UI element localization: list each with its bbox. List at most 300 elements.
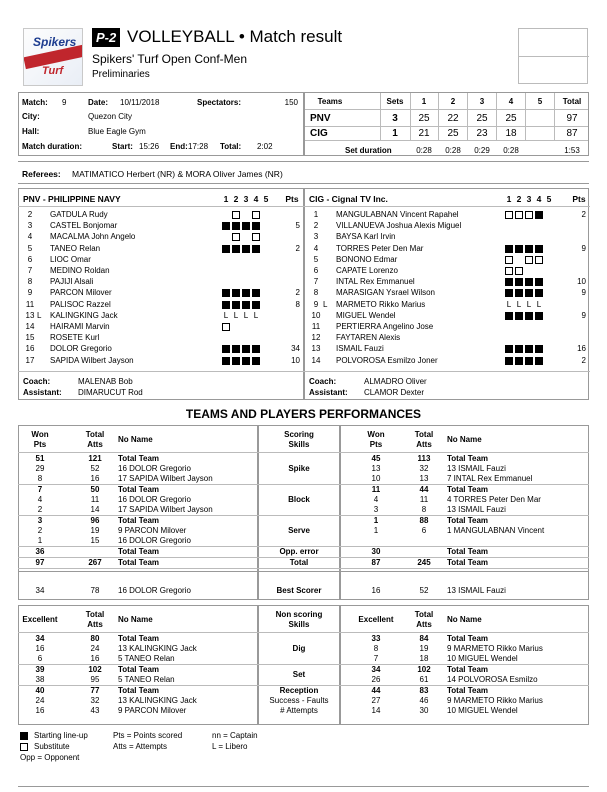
stat-atts: 61 <box>419 675 429 684</box>
player-number: 6 <box>27 254 33 264</box>
stat-won: 6 <box>37 654 43 663</box>
team-title: CIG - Cignal TV Inc. <box>309 194 388 204</box>
phase-name: Preliminaries <box>92 69 150 80</box>
score-header: Sets <box>386 97 404 106</box>
starting-lineup-square <box>505 289 513 297</box>
noname-header: No Name <box>447 435 482 444</box>
atts-header: Atts <box>416 620 432 629</box>
set-duration: 0:28 <box>416 146 432 155</box>
stat-won: 8 <box>373 644 379 653</box>
performance-title: TEAMS AND PLAYERS PERFORMANCES <box>185 407 422 421</box>
player-points: 8 <box>295 299 300 309</box>
starting-lineup-square <box>252 345 260 353</box>
stat-atts: 19 <box>419 644 429 653</box>
divider <box>305 140 588 141</box>
best-atts: 52 <box>419 586 429 595</box>
skills-header: Skills <box>288 620 310 629</box>
set-score: 25 <box>418 113 430 124</box>
stat-won: 27 <box>371 696 381 705</box>
player-name: ISMAIL Fauzi <box>336 344 384 354</box>
stat-name: 13 ISMAIL Fauzi <box>447 464 506 473</box>
starting-lineup-square <box>515 278 523 286</box>
legend-atts: Atts = Attempts <box>113 742 168 751</box>
best-atts: 78 <box>90 586 100 595</box>
skill-name: Opp. error <box>279 547 319 556</box>
total-header: Total <box>85 430 105 439</box>
logo-text-turf: Turf <box>42 65 64 77</box>
set-duration: 0:28 <box>503 146 519 155</box>
competition-name: Spikers' Turf Open Conf-Men <box>92 52 248 66</box>
player-number: 8 <box>313 288 319 298</box>
player-points: 9 <box>581 243 586 253</box>
substitute-square <box>525 211 533 219</box>
player-number: 6 <box>313 266 319 275</box>
stat-name: 9 PARCON Milover <box>118 706 187 715</box>
divider <box>496 93 497 141</box>
set-column-header: 4 <box>253 194 259 204</box>
stat-won: 38 <box>35 675 45 684</box>
substitute-square <box>222 323 230 331</box>
player-number: 7 <box>313 277 319 287</box>
stat-won: 14 <box>371 706 381 715</box>
player-number: 3 <box>313 232 319 242</box>
score-header: 4 <box>508 97 514 106</box>
excellent-header: Excellent <box>22 615 58 624</box>
skill-name: Set <box>292 670 306 679</box>
divider <box>438 93 439 141</box>
set-score: 23 <box>476 128 488 139</box>
starting-lineup-square <box>505 245 513 253</box>
skill-name: Spike <box>288 464 310 473</box>
stat-atts: 13 <box>419 474 429 483</box>
match-number: 9 <box>62 98 67 107</box>
stat-atts: 245 <box>417 558 431 567</box>
starting-lineup-square <box>242 345 250 353</box>
starting-lineup-square <box>505 357 513 365</box>
starting-lineup-square <box>20 732 28 740</box>
starting-lineup-square <box>232 289 240 297</box>
stat-name: 13 ISMAIL Fauzi <box>447 505 506 514</box>
player-name: CASTEL Bonjomar <box>50 221 118 231</box>
stat-name: Total Team <box>118 516 160 525</box>
spikers-turf-logo <box>23 28 83 86</box>
hall-label: Hall: <box>22 127 40 136</box>
substitute-square <box>535 256 543 264</box>
set-column-header: 5 <box>263 194 269 204</box>
stat-name: 4 TORRES Peter Den Mar <box>447 495 541 504</box>
player-number: 4 <box>27 232 33 242</box>
noname-header: No Name <box>118 615 153 624</box>
divider <box>305 109 588 110</box>
player-points: 10 <box>291 355 300 365</box>
stat-won: 97 <box>35 558 45 567</box>
stat-name: 17 SAPIDA Wilbert Jayson <box>118 505 213 514</box>
player-points: 2 <box>581 355 586 365</box>
won-header: Won <box>367 430 385 439</box>
player-name: PARCON Milover <box>50 288 112 298</box>
divider <box>467 93 468 141</box>
best-won: 16 <box>371 586 381 595</box>
stat-name: Total Team <box>118 665 160 674</box>
stat-won: 8 <box>37 474 43 483</box>
stat-atts: 16 <box>90 654 100 663</box>
skill-name: Dig <box>292 644 306 653</box>
city-value: Quezon City <box>88 112 133 121</box>
skills-header: Non scoring <box>275 610 323 619</box>
set-score: 22 <box>447 113 459 124</box>
starting-lineup-square <box>222 245 230 253</box>
stat-won: 10 <box>371 474 381 483</box>
logo-text-spikers: Spikers <box>33 35 77 49</box>
divider <box>18 371 304 372</box>
starting-lineup-square <box>222 357 230 365</box>
player-name: TANEO Relan <box>50 243 101 253</box>
start-label: Start: <box>112 142 133 151</box>
starting-lineup-square <box>535 245 543 253</box>
stat-won: 3 <box>37 516 43 525</box>
player-points: 2 <box>295 243 300 253</box>
divider <box>525 93 526 141</box>
starting-lineup-square <box>515 289 523 297</box>
stat-won: 26 <box>371 675 381 684</box>
stat-atts: 11 <box>90 495 100 504</box>
starting-lineup-square <box>232 357 240 365</box>
starting-lineup-square <box>505 312 513 320</box>
player-number: 1 <box>313 210 319 219</box>
starting-lineup-square <box>222 222 230 230</box>
libero-set-mark: L <box>223 310 229 320</box>
player-name: MIGUEL Wendel <box>336 310 396 320</box>
noname-header: No Name <box>118 435 153 444</box>
stat-won: 1 <box>373 526 379 535</box>
stat-atts: 24 <box>90 644 100 653</box>
set-column-header: 5 <box>546 194 552 204</box>
assistant-name: CLAMOR Dexter <box>364 388 425 397</box>
report-code: P-2 <box>92 28 120 47</box>
player-number: 2 <box>313 221 319 231</box>
legend-substitute: Substitute <box>34 742 70 751</box>
substitute-square <box>505 211 513 219</box>
score-header: Teams <box>317 97 343 106</box>
player-name: PALISOC Razzel <box>50 299 111 309</box>
skill-name: Block <box>288 495 310 504</box>
substitute-square <box>20 743 28 751</box>
player-name: FAYTAREN Alexis <box>336 333 401 343</box>
coach-label: Coach: <box>309 377 337 386</box>
player-number: 7 <box>27 266 33 275</box>
stat-atts: 15 <box>90 536 100 545</box>
libero-set-mark: L <box>243 310 249 320</box>
set-score: 18 <box>505 128 517 139</box>
legend-pts: Pts = Points scored <box>113 731 183 740</box>
assistant-label: Assistant: <box>23 388 62 397</box>
score-header: Total <box>562 97 582 106</box>
starting-lineup-square <box>535 278 543 286</box>
stat-atts: 88 <box>419 516 429 525</box>
starting-lineup-square <box>525 357 533 365</box>
pts-header: Pts <box>33 440 47 449</box>
spectators-label: Spectators: <box>197 98 242 107</box>
score-total: 97 <box>566 113 578 124</box>
player-number: 9 <box>27 288 33 298</box>
score-total: 87 <box>566 128 578 139</box>
stat-name: Total Team <box>447 558 489 567</box>
legend-opp: Opp = Opponent <box>20 753 80 762</box>
best-won: 34 <box>35 586 45 595</box>
team-title: PNV - PHILIPPINE NAVY <box>23 194 121 204</box>
stat-atts: 6 <box>421 526 427 535</box>
substitute-square <box>232 233 240 241</box>
starting-lineup-square <box>252 357 260 365</box>
player-name: LIOC Omar <box>50 254 91 264</box>
starting-lineup-square <box>232 345 240 353</box>
stat-atts: 43 <box>90 706 100 715</box>
set-duration-total: 1:53 <box>564 146 580 155</box>
stat-name: Total Team <box>118 454 160 463</box>
starting-lineup-square <box>515 245 523 253</box>
starting-lineup-square <box>515 357 523 365</box>
player-number: 9 <box>313 299 319 309</box>
city-label: City: <box>22 112 40 121</box>
starting-lineup-square <box>525 312 533 320</box>
stat-atts: 16 <box>90 474 100 483</box>
player-name: ROSETE Kurl <box>50 333 100 343</box>
player-name: MARMETO Rikko Marius <box>336 299 426 309</box>
player-name: BAYSA Karl Irvin <box>336 232 396 242</box>
total-header: Total <box>414 430 434 439</box>
score-team: PNV <box>310 113 331 124</box>
set-column-header: 3 <box>526 194 532 204</box>
substitute-square <box>252 211 260 219</box>
stat-won: 29 <box>35 464 45 473</box>
end-time: 17:28 <box>188 142 209 151</box>
stat-atts: 11 <box>419 495 429 504</box>
skill-name: Serve <box>288 526 310 535</box>
stat-won: 44 <box>371 686 381 695</box>
score-header: 1 <box>421 97 427 106</box>
stat-atts: 32 <box>90 696 100 705</box>
starting-lineup-square <box>252 245 260 253</box>
pts-header: Pts <box>285 194 299 204</box>
total-header: Total <box>85 610 105 619</box>
stat-name: Total Team <box>118 558 160 567</box>
player-name: PERTIERRA Angelino Jose <box>336 322 434 331</box>
set-column-header: 1 <box>223 194 229 204</box>
starting-lineup-square <box>242 289 250 297</box>
date-label: Date: <box>88 98 109 107</box>
stat-name: 13 KALINGKING Jack <box>118 644 197 653</box>
set-column-header: 1 <box>506 194 512 204</box>
stat-name: Total Team <box>447 634 489 643</box>
page-title: VOLLEYBALL • Match result <box>127 27 343 46</box>
set-score: 25 <box>476 113 488 124</box>
player-number: 11 <box>311 322 321 331</box>
starting-lineup-square <box>505 345 513 353</box>
stat-atts: 18 <box>419 654 429 663</box>
skill-name: Total <box>289 558 309 567</box>
libero-set-mark: L <box>253 310 259 320</box>
legend-libero: L = Libero <box>212 742 248 751</box>
starting-lineup-square <box>252 289 260 297</box>
stat-atts: 121 <box>88 454 102 463</box>
noname-header: No Name <box>447 615 482 624</box>
starting-lineup-square <box>515 312 523 320</box>
player-name: TORRES Peter Den Mar <box>336 243 424 253</box>
starting-lineup-square <box>222 301 230 309</box>
total-duration: 2:02 <box>257 142 273 151</box>
stat-atts: 113 <box>417 454 431 463</box>
stat-name: Total Team <box>118 634 160 643</box>
starting-lineup-square <box>252 301 260 309</box>
divider <box>304 371 590 372</box>
stat-won: 16 <box>35 706 45 715</box>
stat-name: Total Team <box>118 547 160 556</box>
divider <box>304 206 590 207</box>
divider <box>18 452 589 453</box>
set-score: 25 <box>447 128 459 139</box>
substitute-square <box>252 233 260 241</box>
stat-won: 2 <box>37 505 43 514</box>
legend-starting: Starting line-up <box>34 731 88 740</box>
atts-header: Atts <box>416 440 432 449</box>
player-number: 11 <box>25 299 35 309</box>
player-name: MACALMA John Angelo <box>50 232 136 242</box>
stat-atts: 80 <box>90 634 100 643</box>
score-header: 3 <box>479 97 485 106</box>
stat-atts: 96 <box>90 516 100 525</box>
player-points: 10 <box>577 277 586 287</box>
set-duration: 0:29 <box>474 146 490 155</box>
score-sets: 3 <box>392 113 398 124</box>
stat-won: 4 <box>37 495 43 504</box>
stat-name: 5 TANEO Relan <box>118 675 175 684</box>
coach-label: Coach: <box>23 377 51 386</box>
substitute-square <box>525 256 533 264</box>
player-number: 8 <box>27 277 33 287</box>
player-number: 13 <box>311 344 321 354</box>
player-name: KALINGKING Jack <box>50 310 118 320</box>
starting-lineup-square <box>242 222 250 230</box>
stat-atts: 44 <box>419 485 429 494</box>
starting-lineup-square <box>525 278 533 286</box>
divider <box>18 571 589 572</box>
libero-set-mark: L <box>506 299 512 309</box>
stat-won: 2 <box>37 526 43 535</box>
set-column-header: 2 <box>233 194 239 204</box>
assistant-label: Assistant: <box>309 388 348 397</box>
divider <box>18 632 589 633</box>
stat-name: 10 MIGUEL Wendel <box>447 654 518 663</box>
libero-mark: L <box>37 310 42 320</box>
player-points: 9 <box>581 310 586 320</box>
starting-lineup-square <box>505 278 513 286</box>
stat-atts: 46 <box>419 696 429 705</box>
stat-won: 36 <box>35 547 45 556</box>
stat-atts: 267 <box>88 558 102 567</box>
starting-lineup-square <box>252 222 260 230</box>
stat-won: 1 <box>37 536 43 545</box>
player-points: 5 <box>295 221 300 231</box>
stat-atts: 83 <box>419 686 429 695</box>
stat-atts: 102 <box>88 665 102 674</box>
spectators-count: 150 <box>284 98 298 107</box>
player-name: BONONO Edmar <box>336 254 398 264</box>
starting-lineup-square <box>525 245 533 253</box>
stat-won: 40 <box>35 686 45 695</box>
player-number: 3 <box>27 221 33 231</box>
player-name: CAPATE Lorenzo <box>336 266 398 275</box>
stat-name: 14 POLVOROSA Esmilzo <box>447 675 538 684</box>
starting-lineup-square <box>535 289 543 297</box>
divider <box>18 206 304 207</box>
excellent-header: Excellent <box>358 615 394 624</box>
stat-atts: 8 <box>421 505 427 514</box>
player-number: 15 <box>25 333 35 343</box>
starting-lineup-square <box>222 345 230 353</box>
stat-won: 51 <box>35 454 45 463</box>
stat-name: 16 DOLOR Gregorio <box>118 495 191 504</box>
legend-captain: nn = Captain <box>212 731 258 740</box>
stat-won: 4 <box>373 495 379 504</box>
set-column-header: 4 <box>536 194 542 204</box>
player-number: 13 <box>25 310 35 320</box>
score-header: 5 <box>537 97 543 106</box>
pts-header: Pts <box>369 440 383 449</box>
atts-header: Atts <box>87 440 103 449</box>
stat-won: 87 <box>371 558 381 567</box>
stat-name: 1 MANGULABNAN Vincent <box>447 526 545 535</box>
stat-name: 17 SAPIDA Wilbert Jayson <box>118 474 213 483</box>
player-name: MANGULABNAN Vincent Rapahel <box>336 210 459 219</box>
won-header: Won <box>31 430 49 439</box>
substitute-square <box>515 211 523 219</box>
player-name: INTAL Rex Emmanuel <box>336 277 415 287</box>
starting-lineup-square <box>535 357 543 365</box>
stat-won: 39 <box>35 665 45 674</box>
end-label: End: <box>170 142 188 151</box>
starting-lineup-square <box>535 345 543 353</box>
coach-name: MALENAB Bob <box>78 377 133 386</box>
pts-header: Pts <box>572 194 586 204</box>
stat-atts: 77 <box>90 686 100 695</box>
starting-lineup-square <box>232 301 240 309</box>
total-label: Total: <box>220 142 242 151</box>
stat-won: 7 <box>37 485 43 494</box>
assistant-name: DIMARUCUT Rod <box>78 388 143 397</box>
stat-name: 9 MARMETO Rikko Marius <box>447 696 543 705</box>
stat-atts: 32 <box>419 464 429 473</box>
stat-atts: 95 <box>90 675 100 684</box>
stat-atts: 84 <box>419 634 429 643</box>
referees-names: MATIMATICO Herbert (NR) & MORA Oliver James (NR) <box>72 169 283 179</box>
starting-lineup-square <box>535 211 543 219</box>
starting-lineup-square <box>222 289 230 297</box>
referees-label: Referees: <box>22 169 61 179</box>
match-label: Match: <box>22 98 48 107</box>
player-points: 34 <box>291 344 300 354</box>
stat-won: 45 <box>371 454 381 463</box>
stat-name: 9 PARCON Milover <box>118 526 187 535</box>
starting-lineup-square <box>535 312 543 320</box>
player-number: 16 <box>25 344 35 354</box>
substitute-square <box>505 267 513 275</box>
stat-atts: 52 <box>90 464 100 473</box>
best-scorer-label: Best Scorer <box>276 586 322 595</box>
player-number: 17 <box>25 355 35 365</box>
player-number: 5 <box>27 243 33 253</box>
set-score: 21 <box>418 128 430 139</box>
player-points: 9 <box>581 288 586 298</box>
